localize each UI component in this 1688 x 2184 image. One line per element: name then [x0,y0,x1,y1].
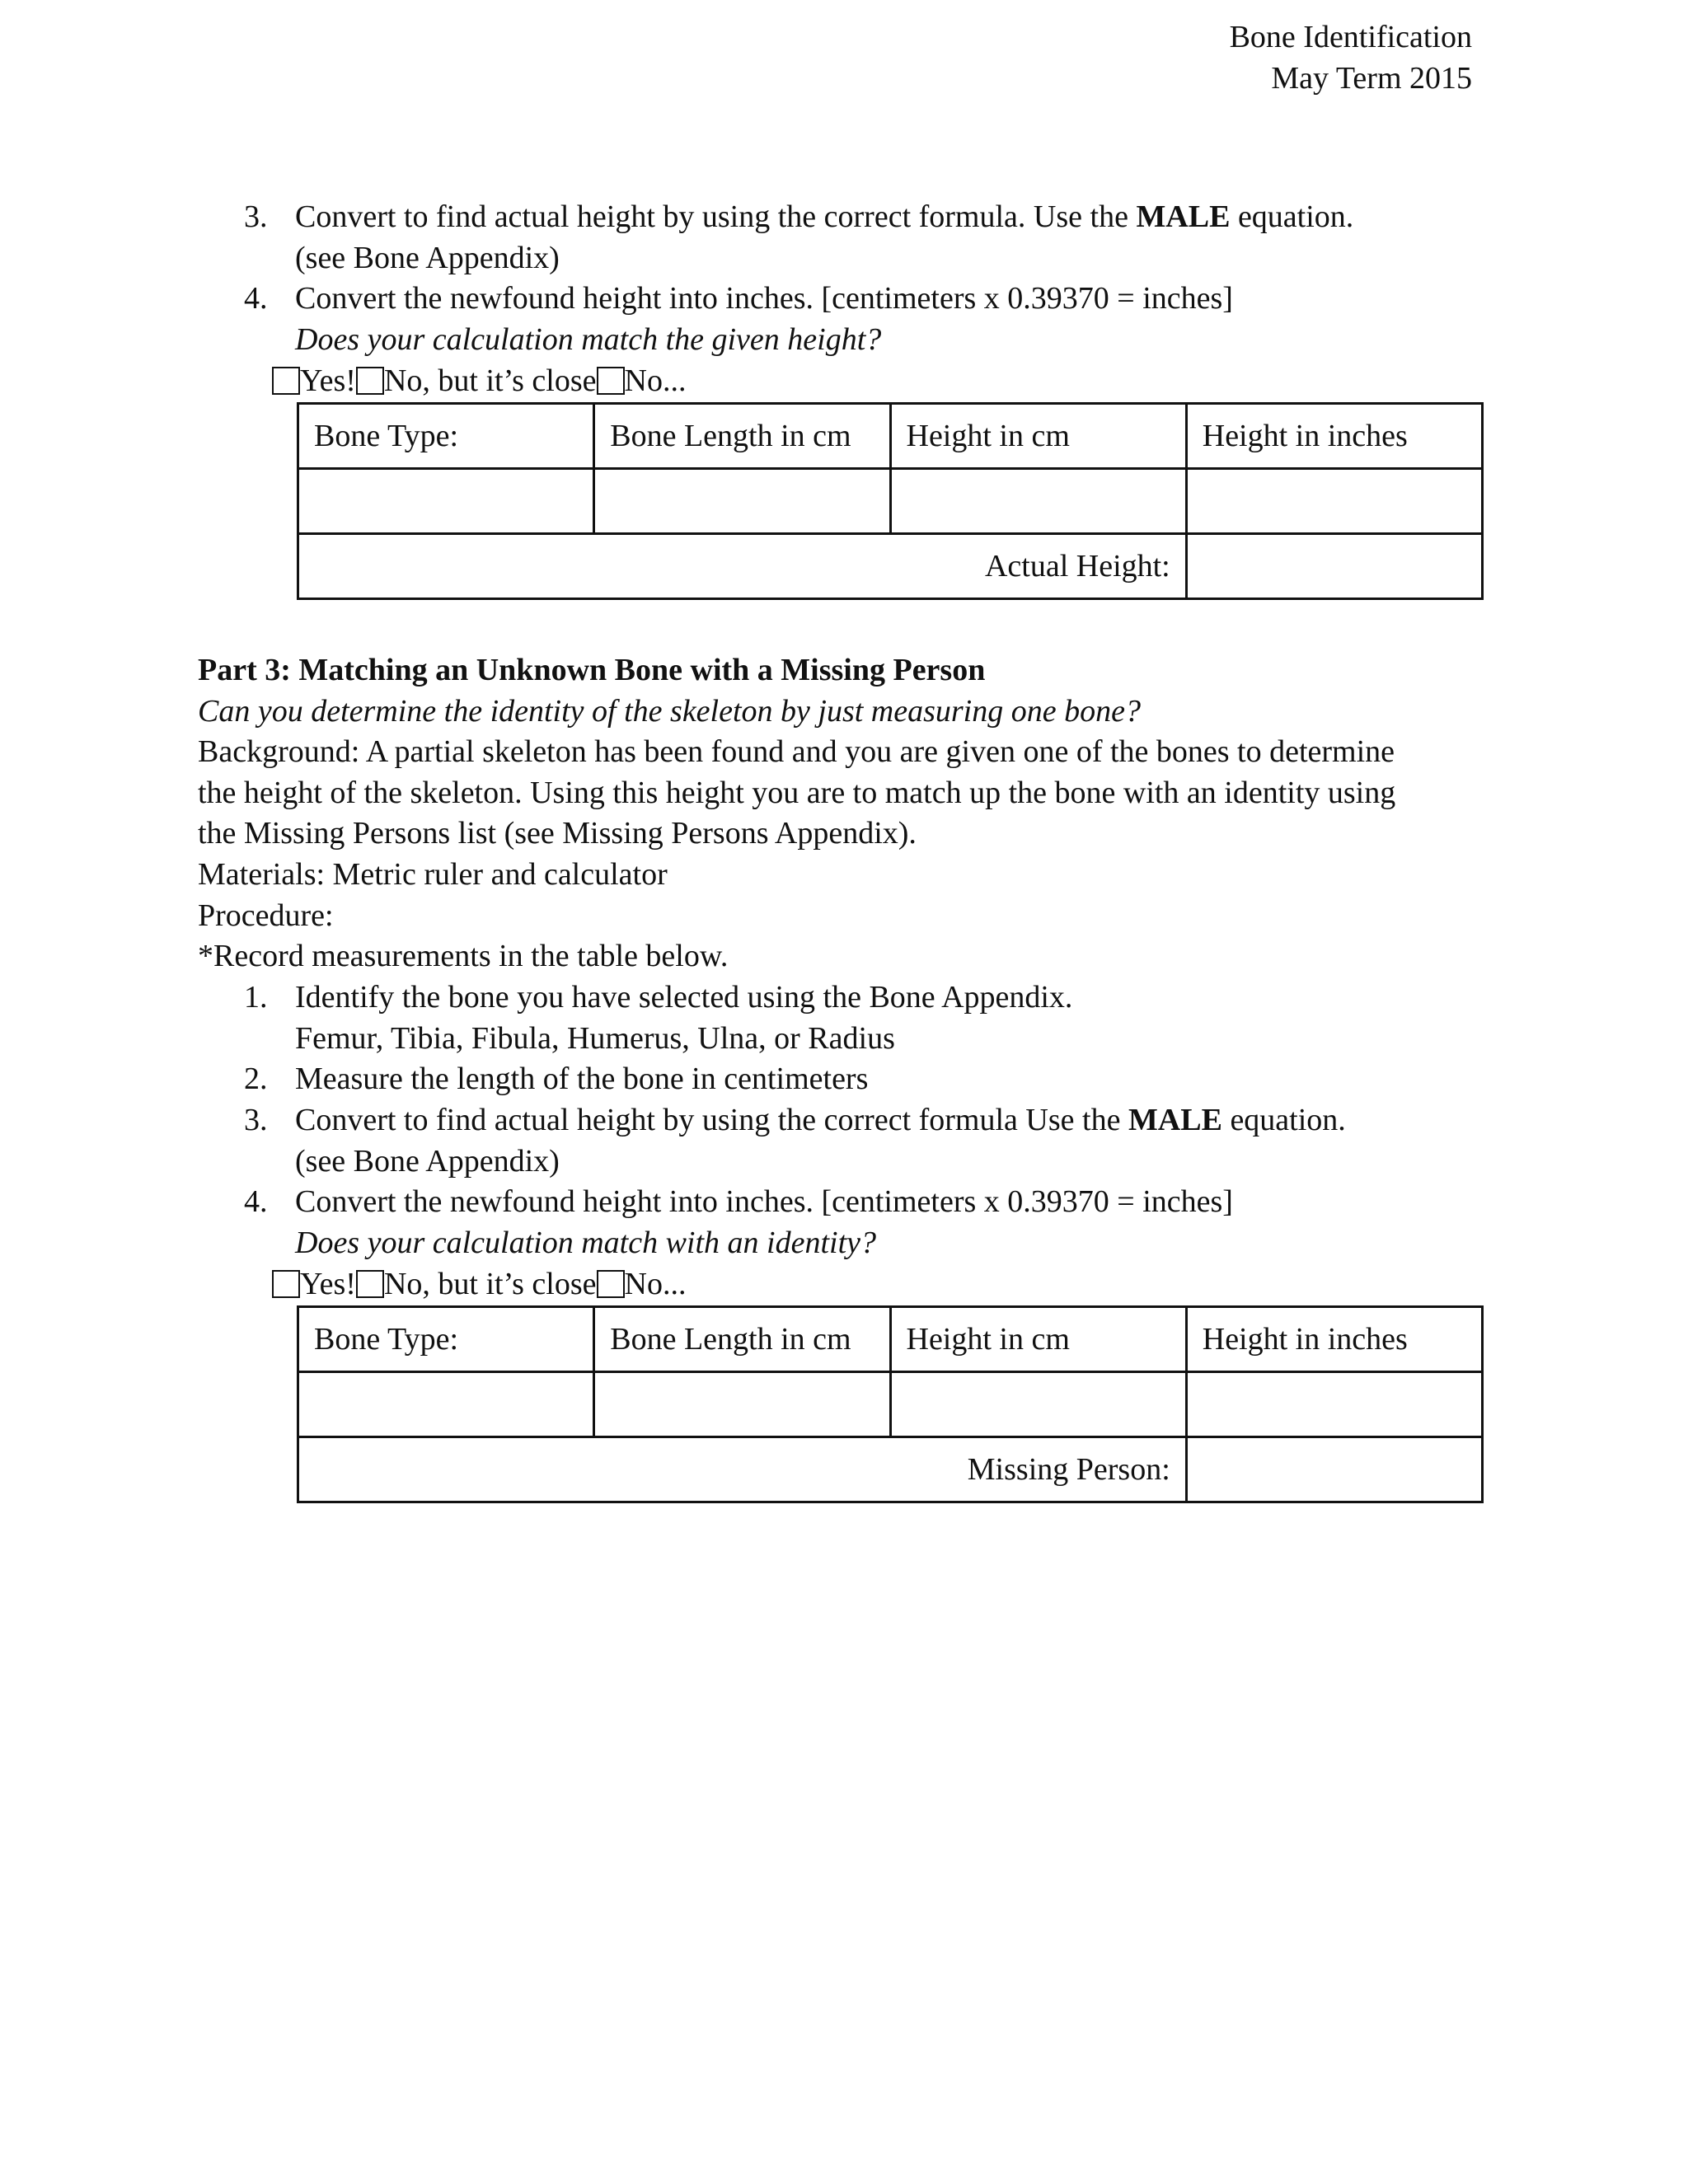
section-title: Part 3: Matching an Unknown Bone with a Missing Person [198,653,986,687]
header-cell: Height in cm [890,1307,1186,1372]
header-cell: Bone Type: [298,404,594,469]
choice-label: No... [624,363,687,398]
height-inches-cell[interactable] [1186,469,1482,534]
header-cell: Height in inches [1186,404,1482,469]
procedure-heading: Procedure: [198,898,334,933]
list-number: 4. [244,281,268,316]
missing-person-cell[interactable] [1186,1437,1482,1502]
list-number: 3. [244,199,268,234]
procedure-step: Convert the newfound height into inches. [centimeters x 0.39370 = inches] [295,281,1233,316]
list-number: 3. [244,1103,268,1137]
record-note: *Record measurements in the table below. [198,939,729,973]
missing-person-label: Missing Person: [298,1437,1187,1502]
choice-label: Yes! [300,363,356,398]
header-cell: Bone Length in cm [594,1307,890,1372]
actual-height-label: Actual Height: [298,534,1187,599]
header-term: May Term 2015 [1271,61,1472,96]
bone-type-cell[interactable] [298,1372,594,1437]
header-cell: Height in inches [1186,1307,1482,1372]
male-emphasis: MALE [1128,1103,1222,1137]
height-cm-cell[interactable] [890,1372,1186,1437]
checkbox-yes[interactable] [272,1270,300,1298]
section-subtitle: Can you determine the identity of the skeleton by just measuring one bone? [198,694,1141,729]
measurement-table [297,402,1484,600]
measurement-table [297,1305,1484,1503]
procedure-step: Identify the bone you have selected using the Bone Appendix. [295,980,1073,1015]
table-row [298,1372,1483,1437]
header-cell: Bone Type: [298,1307,594,1372]
procedure-step-note: (see Bone Appendix) [295,241,560,275]
materials-text: Materials: Metric ruler and calculator [198,857,668,892]
list-number: 1. [244,980,268,1015]
procedure-step-note: (see Bone Appendix) [295,1144,560,1179]
male-emphasis: MALE [1136,199,1231,234]
header-cell: Bone Length in cm [594,404,890,469]
checkbox-no[interactable] [597,367,625,395]
table-header-row [298,404,1483,469]
checkbox-close[interactable] [356,367,384,395]
bone-options: Femur, Tibia, Fibula, Humerus, Ulna, or Radius [295,1021,895,1056]
table-row [298,469,1483,534]
background-text: the height of the skeleton. Using this height you are to match up the bone with an identity using [198,776,1396,810]
height-cm-cell[interactable] [890,469,1186,534]
procedure-step: Convert the newfound height into inches. [centimeters x 0.39370 = inches] [295,1184,1233,1219]
list-number: 4. [244,1184,268,1219]
background-text: Background: A partial skeleton has been found and you are given one of the bones to determine [198,734,1395,769]
bone-length-cell[interactable] [594,469,890,534]
table-footer-row [298,534,1483,599]
list-number: 2. [244,1062,268,1096]
table-footer-row [298,1437,1483,1502]
answer-choices [272,1263,686,1305]
header-cell: Height in cm [890,404,1186,469]
bone-type-cell[interactable] [298,469,594,534]
actual-height-cell[interactable] [1186,534,1482,599]
checkbox-close[interactable] [356,1270,384,1298]
question-text: Does your calculation match with an identity? [295,1226,877,1260]
question-text: Does your calculation match the given height? [295,322,882,357]
choice-label: No, but it’s close [383,363,597,398]
document-header [1230,16,1472,99]
header-title: Bone Identification [1229,20,1472,54]
choice-label: Yes! [300,1267,356,1301]
procedure-step: Convert to find actual height by using the correct formula. Use the MALE equation. [295,199,1354,234]
table-header-row [298,1307,1483,1372]
bone-length-cell[interactable] [594,1372,890,1437]
answer-choices [272,360,686,401]
choice-label: No... [624,1267,687,1301]
height-inches-cell[interactable] [1186,1372,1482,1437]
choice-label: No, but it’s close [383,1267,597,1301]
procedure-step: Convert to find actual height by using the correct formula Use the MALE equation. [295,1103,1346,1137]
checkbox-yes[interactable] [272,367,300,395]
background-text: the Missing Persons list (see Missing Persons Appendix). [198,816,917,851]
procedure-step: Measure the length of the bone in centimeters [295,1062,869,1096]
checkbox-no[interactable] [597,1270,625,1298]
